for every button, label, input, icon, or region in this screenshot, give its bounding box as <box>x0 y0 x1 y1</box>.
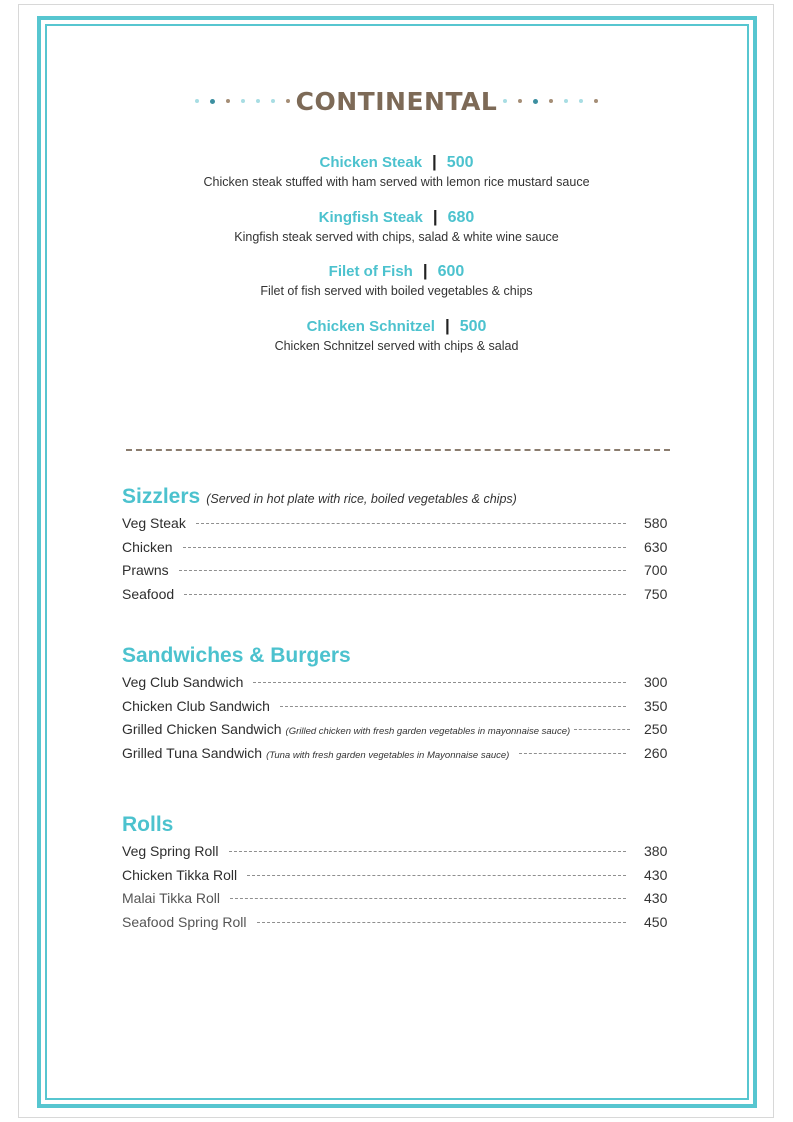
menu-row <box>122 843 672 867</box>
price-separator: | <box>432 206 438 226</box>
item-note: (Tuna with fresh garden vegetables in Mayonnaise sauce) <box>266 749 510 761</box>
dotted-leader <box>184 594 626 595</box>
dish-name: Chicken Schnitzel <box>306 317 435 335</box>
rolls-section <box>122 812 672 937</box>
dotted-leader <box>280 706 626 707</box>
dish-price: 600 <box>437 263 465 280</box>
decorative-dots-left <box>195 99 290 104</box>
dotted-leader <box>179 570 626 571</box>
section-title: Sandwiches & Burgers <box>122 644 351 667</box>
dish-item <box>0 316 793 371</box>
dish-item <box>0 152 793 207</box>
item-price: 580 <box>644 515 668 531</box>
section-title: Sizzlers <box>122 485 201 508</box>
item-price: 380 <box>644 843 668 859</box>
item-name: Seafood Spring Roll <box>122 913 247 930</box>
decorative-dots-right <box>503 99 598 104</box>
dotted-leader <box>196 523 626 524</box>
item-name: Veg Club Sandwich <box>122 674 244 690</box>
dotted-leader <box>229 851 626 852</box>
item-price: 350 <box>644 697 668 714</box>
dotted-leader <box>253 682 626 683</box>
sandwiches-section <box>122 643 672 768</box>
menu-row <box>122 721 672 745</box>
dotted-leader <box>257 922 626 923</box>
item-name: Grilled Tuna Sandwich <box>122 744 263 761</box>
menu-row <box>122 914 672 938</box>
price-separator: | <box>422 261 428 280</box>
dotted-leader <box>230 898 626 899</box>
menu-row <box>122 745 672 769</box>
dish-price: 500 <box>446 154 474 171</box>
dotted-leader <box>183 547 626 548</box>
item-price: 250 <box>644 721 668 737</box>
price-separator: | <box>444 315 450 335</box>
dish-description: Chicken Schnitzel served with chips & salad <box>274 338 519 353</box>
dish-description: Kingfish steak served with chips, salad & white wine sauce <box>234 229 559 244</box>
item-name: Chicken Tikka Roll <box>122 866 238 883</box>
item-price: 430 <box>644 866 668 883</box>
dotted-leader <box>574 729 630 730</box>
item-name: Chicken Club Sandwich <box>122 697 270 714</box>
dish-price: 680 <box>447 208 475 226</box>
menu-row <box>122 674 672 698</box>
item-name: Seafood <box>122 585 175 602</box>
dish-description: Chicken steak stuffed with ham served with lemon rice mustard sauce <box>203 175 590 189</box>
dish-description: Filet of fish served with boiled vegetables & chips <box>260 284 533 298</box>
menu-row <box>122 562 672 586</box>
item-name: Veg Steak <box>122 515 186 531</box>
dotted-leader <box>247 875 626 876</box>
menu-row <box>122 890 672 914</box>
section-title: Rolls <box>122 813 174 836</box>
dish-name: Kingfish Steak <box>318 208 423 226</box>
sizzlers-section <box>122 484 672 609</box>
menu-row <box>122 539 672 563</box>
item-name: Chicken <box>122 538 173 555</box>
item-price: 700 <box>644 562 668 578</box>
dotted-leader <box>519 753 626 754</box>
item-price: 630 <box>644 538 668 555</box>
item-price: 300 <box>644 674 668 690</box>
item-name: Grilled Chicken Sandwich <box>122 721 282 737</box>
item-name: Veg Spring Roll <box>122 843 219 859</box>
dish-item <box>0 261 793 316</box>
item-price: 260 <box>644 744 668 761</box>
item-name: Malai Tikka Roll <box>122 890 221 906</box>
continental-dish-list <box>0 152 793 370</box>
menu-row <box>122 698 672 722</box>
dish-item <box>0 207 793 262</box>
dish-name: Filet of Fish <box>328 263 413 280</box>
item-price: 430 <box>644 890 668 906</box>
item-note: (Grilled chicken with fresh garden vegetables in mayonnaise sauce) <box>285 726 571 737</box>
section-divider <box>126 449 670 451</box>
menu-row <box>122 867 672 891</box>
menu-row <box>122 515 672 539</box>
continental-title: CONTINENTAL <box>295 86 498 116</box>
continental-header <box>0 84 793 118</box>
dish-name: Chicken Steak <box>319 154 423 171</box>
item-name: Prawns <box>122 562 169 578</box>
dish-price: 500 <box>459 317 487 335</box>
price-separator: | <box>432 152 437 171</box>
item-price: 750 <box>644 585 668 602</box>
item-price: 450 <box>644 913 668 930</box>
menu-row <box>122 586 672 610</box>
section-note: (Served in hot plate with rice, boiled vegetables & chips) <box>206 492 517 506</box>
